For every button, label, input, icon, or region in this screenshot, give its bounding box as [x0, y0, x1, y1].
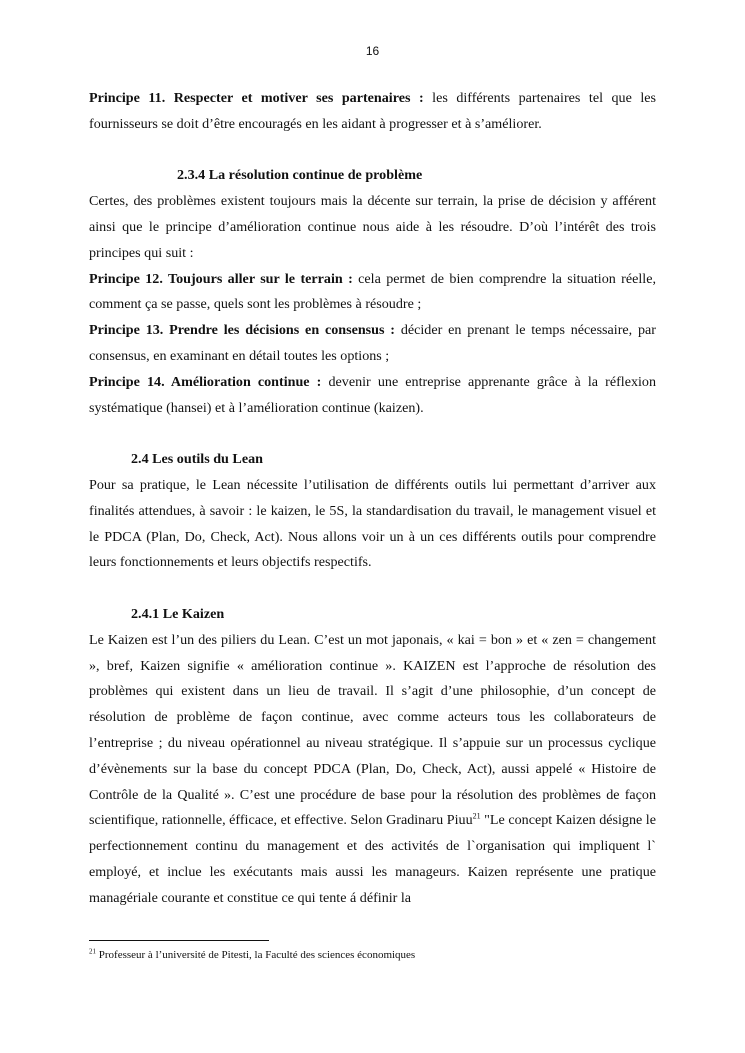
- principe-11-title: Principe 11. Respecter et motiver ses partenaires :: [89, 90, 424, 106]
- kaizen-quote: "Le concept Kaizen désigne le perfectionnement continu du management et des activités de l`organisation qui impliquent l` employé, et inclue les exécutants mais aussi les manageurs. Kaizen représente une pratique managériale courante et constitue ce qui tente á définir la: [89, 812, 656, 906]
- paragraph-principe-13: [89, 318, 656, 370]
- footnote-divider: [89, 940, 269, 941]
- principe-13-title: Principe 13. Prendre les décisions en consensus :: [89, 322, 395, 339]
- paragraph-principe-11: [89, 86, 656, 138]
- principe-14-title: Principe 14. Amélioration continue :: [89, 373, 322, 390]
- principe-11-text: les différents partenaires tel que les fournisseurs se doit d’être encouragés en les aidant à progresser et à s’améliorer.: [89, 90, 657, 132]
- heading-2-3-4: 2.3.4 La résolution continue de problème: [177, 167, 423, 184]
- paragraph-intro-problemes: Certes, des problèmes existent toujours mais la décente sur terrain, la prise de décision y afférent ainsi que le principe d’amélioration continue nous aide à les résoudre. D’où l’intérêt des trois principes qui suit :: [89, 193, 656, 261]
- footnote-text: Professeur à l’université de Pitesti, la Faculté des sciences économiques: [96, 949, 416, 961]
- principe-13-text: décider en prenant le temps nécessaire, par consensus, en examinant en détail toutes les options ;: [89, 322, 656, 364]
- footnote-number: 21: [89, 947, 96, 956]
- paragraph-outils-lean: Pour sa pratique, le Lean nécessite l’utilisation de différents outils lui permettant d’arriver aux finalités attendues, à savoir : le kaizen, le 5S, la standardisation du travail, le management visuel et le PDCA (Plan, Do, Check, Act). Nous allons voir un à un ces différents outils pour comprendre leurs fonctionnements et leurs objectifs respectifs.: [89, 476, 656, 571]
- paragraph-principe-12: [89, 267, 656, 319]
- page-number: 16: [365, 44, 380, 58]
- principe-12-title: Principe 12. Toujours aller sur le terrain :: [89, 270, 353, 287]
- principe-14-text: devenir une entreprise apprenante grâce à la réflexion systématique (hansei) et à l’amélioration continue (kaizen).: [89, 373, 657, 416]
- kaizen-text: Le Kaizen est l’un des piliers du Lean. C’est un mot japonais, « kai = bon » et « zen = changement », bref, Kaizen signifie « amélioration continue ». KAIZEN est l’approche de résolution des problèmes qui existent dans un lieu de travail. Il s’agit d’une philosophie, d’un concept de résolution de problème de façon continue, avec comme acteurs tous les collaborateurs de l’entreprise ; du niveau opérationnel au niveau stratégique. Il s’appuie sur un processus cyclique d’évènements sur la base du concept PDCA (Plan, Do, Check, Act), aussi appelé « Histoire de Contrôle de la Qualité ». C’est une procédure de base pour la résolution des problèmes de façon scientifique, rationnelle, éfficace, et effective. Selon Gradinaru Piuu: [89, 631, 656, 829]
- paragraph-kaizen: [89, 628, 656, 912]
- heading-2-4: 2.4 Les outils du Lean: [131, 451, 263, 468]
- page-body: [89, 86, 656, 912]
- principe-12-text: cela permet de bien comprendre la situation réelle, comment ça se passe, quels sont les problèmes à résoudre ;: [89, 270, 656, 313]
- paragraph-principe-14: [89, 370, 656, 422]
- heading-2-4-1: 2.4.1 Le Kaizen: [131, 605, 225, 622]
- footnote-ref-21[interactable]: 21: [472, 811, 481, 821]
- footnote-21: [89, 948, 656, 962]
